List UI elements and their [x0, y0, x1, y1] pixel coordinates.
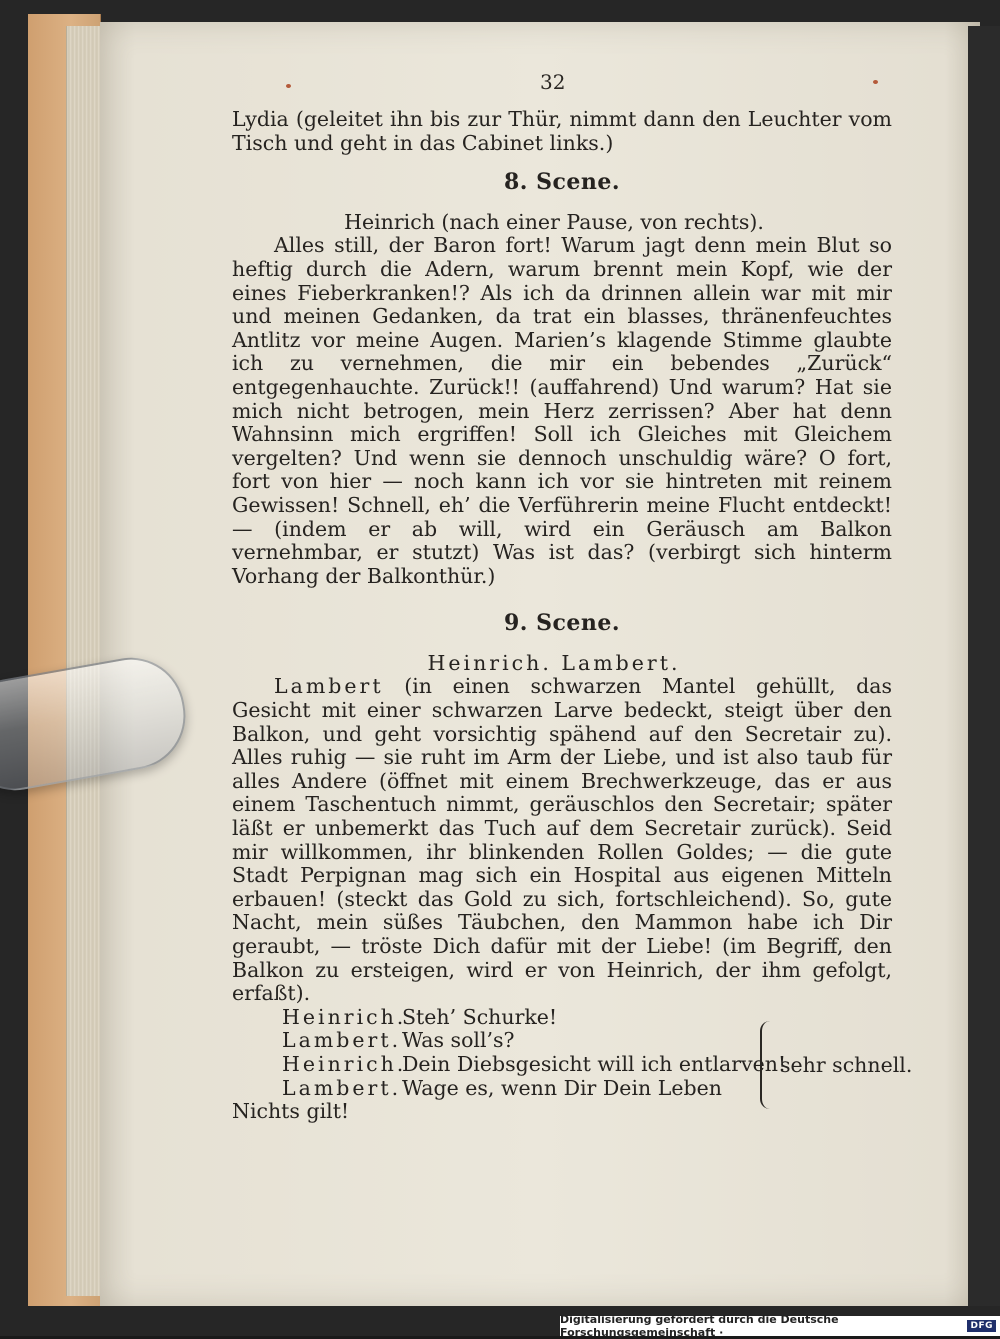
- ink-spot: [873, 80, 878, 84]
- page-gutter-shadow: [968, 26, 1000, 1306]
- dialogue-speaker: Lambert.: [282, 1075, 402, 1100]
- dialogue-speaker: Heinrich.: [282, 1004, 407, 1029]
- scene-8-monologue: Alles still, der Baron fort! Warum jagt denn mein Blut so heftig durch die Adern, warum brennt mein Kopf, wie der eines Fieberkranken!? Als ich da drinnen allein war mit mir und meinen Gedanken, da trat ein blasses, thränenfeuchtes Antlitz vor meine Augen. Marien’s klagende Stimme glaubte ich zu vernehmen, die mir ein bebendes „Zurück“ entgegenhauchte. Zurück!! (auffahrend) Und warum? Hat sie mich nicht betrogen, mein Herz zerrissen? Aber hat denn Wahnsinn mich ergriffen! Soll ich Gleiches mit Gleichem vergelten? Und wenn sie dennoch unschuldig wäre? O fort, fort von hier — noch kann ich vor sie hintreten mit reinem Gewissen! Schnell, eh’ die Verführerin meine Flucht entdeckt! — (indem er ab will, wird ein Geräusch am Balkon vernehmbar, er stutzt) Was ist das? (verbirgt sich hinterm Vorhang der Balkonthür.): [232, 233, 892, 588]
- opening-stage-direction: Lydia (geleitet ihn bis zur Thür, nimmt dann den Leuchter vom Tisch und geht in das Cabinet links.): [232, 107, 892, 155]
- dialogue-text: Was soll’s?: [402, 1028, 515, 1053]
- scene-8-heading: 8. Scene.: [503, 169, 621, 196]
- digitization-footer: [560, 1313, 1000, 1339]
- dialogue-text: Steh’ Schurke!: [402, 1004, 558, 1029]
- tempo-bracket: [760, 1018, 912, 1112]
- curly-bracket: [760, 1021, 772, 1109]
- dialogue-speaker: Heinrich.: [282, 1051, 407, 1076]
- scene-8-stage-direction: Heinrich (nach einer Pause, von rechts).: [344, 209, 764, 234]
- scene-9-speech: [232, 675, 892, 1005]
- footer-text: Digitalisierung gefördert durch die Deutsche Forschungsgemeinschaft ·: [560, 1313, 839, 1339]
- scene-9-heading: 9. Scene.: [503, 610, 621, 637]
- bracket-note: sehr schnell.: [780, 1053, 913, 1077]
- dialogue-text: Wage es, wenn Dir Dein Leben: [402, 1075, 722, 1100]
- speech-text: (in einen schwarzen Mantel gehüllt, das Gesicht mit einer schwarzen Larve bedeckt, steigt über den Balkon, und geht vorsichtig spähend auf den Secretair zu). Alles ruhig — sie ruht im Arm der Liebe, und ist also taub für alles Andere (öffnet mit einem Brechwerkzeuge, das er aus einem Taschentuch nimmt, geräuschlos den Secretair; später läßt er unbemerkt das Tuch auf dem Secretair zurück). Seid mir willkommen, ihr blinkenden Rollen Goldes; — die gute Stadt Perpignan mag sich ein Hospital aus eigenen Mitteln erbauen! (steckt das Gold zu sich, fortschleichend). So, gute Nacht, mein süßes Täubchen, den Mammon habe ich Dir geraubt, — tröste Dich dafür mit der Liebe! (im Begriff, den Balkon zu ersteigen, wird er von Heinrich, der ihm gefolgt, erfaßt).: [232, 674, 892, 1006]
- speaker-name: Lambert: [274, 674, 384, 699]
- page-number: 32: [540, 70, 566, 94]
- dialogue-continuation: Nichts gilt!: [232, 1099, 350, 1124]
- ink-spot: [286, 84, 291, 88]
- page-text: [232, 108, 892, 1124]
- scene-9-persons: Heinrich. Lambert.: [427, 650, 681, 675]
- dialogue-speaker: Lambert.: [282, 1028, 402, 1053]
- dialogue-text: Dein Diebsgesicht will ich entlarven!: [402, 1051, 787, 1076]
- dfg-logo: DFG: [967, 1320, 996, 1332]
